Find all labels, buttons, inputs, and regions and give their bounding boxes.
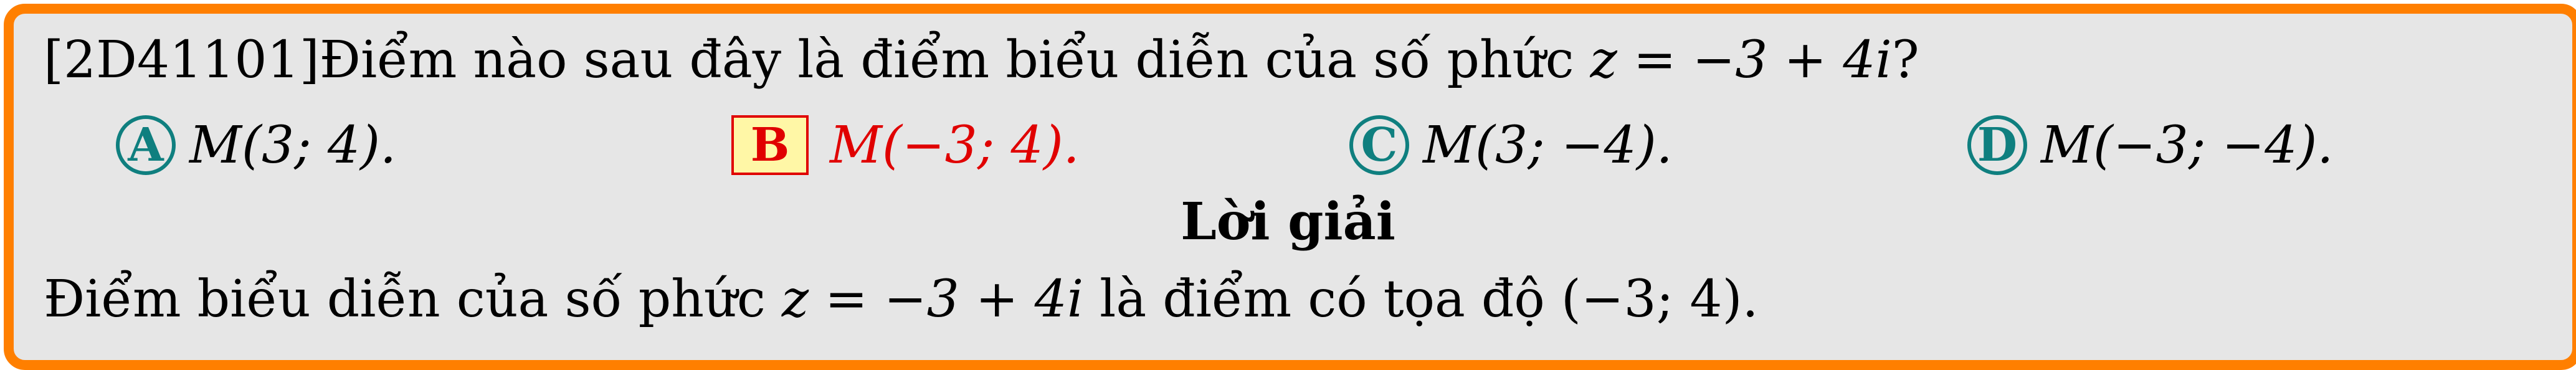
option-a[interactable] xyxy=(116,111,396,179)
solution-line xyxy=(44,270,1759,329)
option-c-text: M(3; −4). xyxy=(1423,115,1673,175)
solution-heading: Lời giải xyxy=(1181,192,1395,252)
question-line xyxy=(44,31,1919,90)
option-d-text: M(−3; −4). xyxy=(2041,115,2334,175)
solution-prefix: Điểm biểu diễn của số phức xyxy=(44,270,782,329)
option-a-badge: A xyxy=(116,115,176,175)
option-a-text: M(3; 4). xyxy=(189,115,397,175)
question-code: [2D41101] xyxy=(44,31,320,90)
solution-suffix: là điểm có tọa độ (−3; 4). xyxy=(1083,270,1759,329)
question-expression: z = −3 + 4i xyxy=(1590,31,1892,90)
option-c-badge: C xyxy=(1349,115,1409,175)
solution-expression: z = −3 + 4i xyxy=(781,270,1084,329)
option-b[interactable] xyxy=(731,111,1080,179)
question-text: Điểm nào sau đây là điểm biểu diễn của số phức xyxy=(319,31,1590,90)
option-d-badge: D xyxy=(1967,115,2027,175)
option-b-badge: B xyxy=(731,115,809,175)
option-c[interactable] xyxy=(1349,111,1673,179)
option-d[interactable] xyxy=(1967,111,2333,179)
question-mark: ? xyxy=(1891,31,1919,90)
option-b-text: M(−3; 4). xyxy=(830,115,1080,175)
